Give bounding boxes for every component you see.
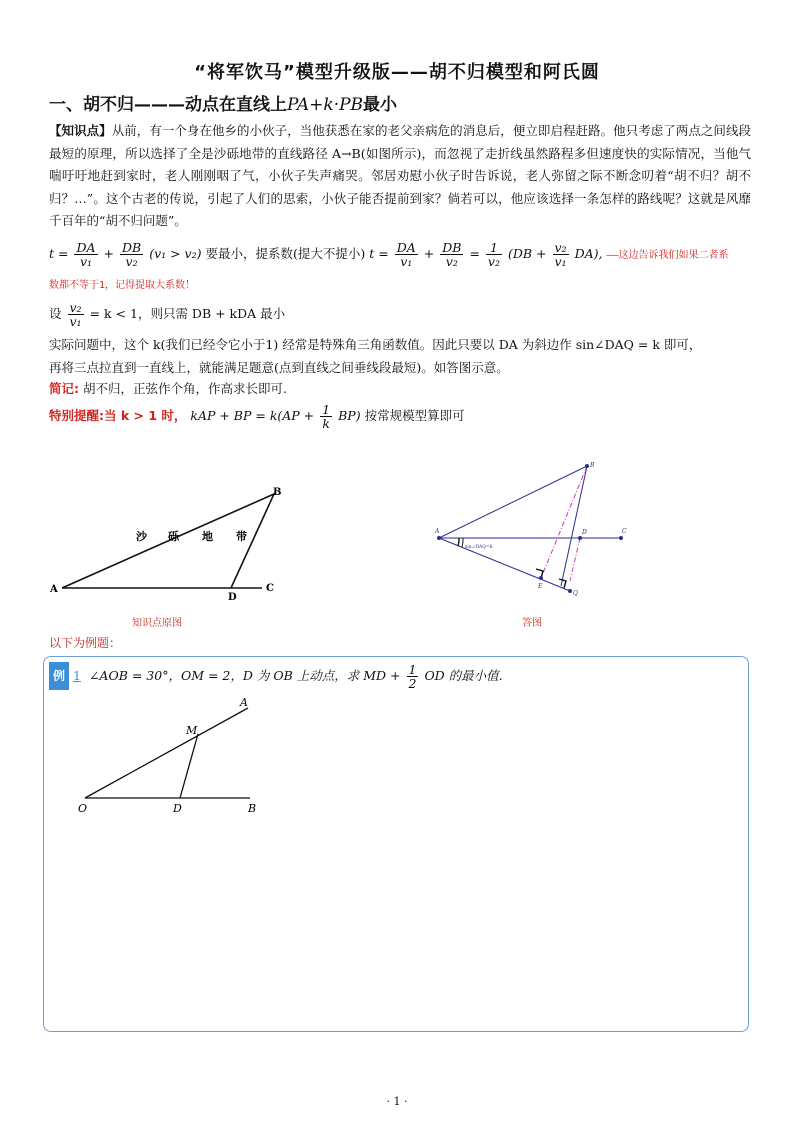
formula-note-1: ——这边告诉我们如果二者系	[606, 250, 729, 261]
frac-den: v₁	[554, 254, 567, 269]
formula-plus: +	[103, 246, 114, 261]
practical-line-1: 实际问题中，这个 k(我们已经令它小于1) 经常是特殊角三角函数值。因此只要以 DA 为斜边作 sin∠DAQ = k 即可，	[49, 337, 702, 352]
fraction-db-v2	[120, 241, 143, 268]
frac-num: v₂	[69, 300, 82, 315]
segment-bq	[561, 466, 587, 586]
examples-intro: 以下为例题：	[49, 636, 122, 650]
ex-label-o: O	[78, 802, 88, 815]
frac-den: v₁	[69, 314, 82, 329]
label-a: A	[50, 584, 58, 595]
memo-text: 胡不归，正弦作个角，作高求长即可.	[82, 381, 287, 396]
fraction-v2-v1-let	[68, 301, 84, 328]
frac-den: v₁	[79, 254, 93, 269]
frac-den: v₁	[400, 254, 413, 269]
knowledge-text: 从前，有一个身在他乡的小伙子，当他获悉在家的老父亲病危的消息后，便立即启程赶路。他只考虑了两点之间线段最短的原理，所以选择了全是沙砾地带的直线路径 A→B(如图所示)，而忽视了走折线虽然路程多但速度快的实际情况，当他气喘吁吁地赶到家时，老人刚刚咽了气，小伙子失声痛哭。邻居劝慰小伙子时告诉说，老人弥留之际不断念叨着“胡不归？胡不归？…”。这个古老的传说，引起了人们的思索，小伙子能否提前到家？倘若可以，他应该选择一条怎样的路线呢？这就是风靡千百年的“胡不归问题”。	[49, 123, 751, 228]
frac-num: DA	[76, 240, 96, 255]
ex-label-d: D	[173, 802, 182, 815]
section-heading-suffix: 最小	[363, 95, 398, 115]
example-text-post: OD 的最小值.	[424, 668, 503, 683]
caption-answer: 答图	[522, 618, 542, 629]
special-formula: kAP + BP = k(AP +	[190, 408, 315, 423]
angle-label: sin∠DAQ=k	[465, 545, 493, 550]
let-line	[49, 300, 751, 328]
knowledge-tag: 【知识点】	[49, 123, 112, 138]
section-heading	[49, 90, 397, 115]
practical-paragraph	[49, 334, 751, 379]
point-b	[585, 464, 589, 468]
frac-num: 1	[322, 402, 331, 417]
let-post: = k < 1，则只需 DB + kDA 最小	[89, 306, 286, 321]
fraction-db-v2-2	[440, 241, 463, 268]
fraction-da-v1-2	[395, 241, 418, 268]
angle-arc	[458, 538, 459, 546]
formula-plus-2: +	[423, 246, 435, 261]
frac-den: v₂	[445, 254, 458, 269]
fraction-1-v2	[486, 241, 502, 268]
label2-d: D	[582, 529, 587, 536]
label2-a: A	[435, 528, 440, 535]
frac-den: v₂	[487, 254, 500, 269]
formula-paren: (DB +	[507, 246, 547, 261]
special-formula-end: BP)	[338, 408, 361, 423]
frac-num: v₂	[554, 240, 567, 255]
ray-oa	[85, 708, 248, 798]
label-c: C	[266, 583, 274, 594]
sand-char-2: 砾	[168, 530, 179, 543]
example-text-pre: ∠AOB = 30°，OM = 2，D 为 OB 上动点，求 MD +	[88, 668, 401, 683]
example-label: 例	[49, 662, 69, 690]
section-heading-formula: PA+k·PB	[287, 95, 364, 115]
segment-ab	[439, 466, 587, 538]
label-b: B	[273, 487, 282, 498]
sand-char-1: 沙	[136, 530, 147, 543]
fraction-1-k	[320, 403, 332, 430]
page-number: · 1 ·	[386, 1095, 408, 1108]
frac-num: DA	[396, 240, 416, 255]
knowledge-paragraph	[49, 120, 751, 233]
formula-eq: =	[469, 246, 480, 261]
formula-condition: (v₁ > v₂)	[149, 246, 202, 261]
ex-label-m: M	[186, 724, 198, 737]
segment-dq	[570, 538, 580, 581]
ex-label-a: A	[240, 696, 248, 709]
point-e	[539, 576, 543, 580]
frac-num: 1	[408, 662, 417, 677]
frac-num: DB	[442, 240, 462, 255]
frac-den: 2	[408, 676, 417, 691]
figure-original	[40, 478, 300, 608]
frac-den: v₂	[125, 254, 138, 269]
frac-den: k	[322, 416, 330, 431]
label2-b: B	[590, 462, 595, 469]
caption-original: 知识点原图	[132, 618, 182, 629]
frac-num: DB	[121, 240, 142, 255]
example-1-figure	[70, 694, 270, 824]
point-d	[578, 536, 582, 540]
special-text: 按常规模型算即可	[364, 408, 465, 423]
label2-q: Q	[573, 590, 578, 597]
formula-note-2: 数都不等于1，记得提取大系数！	[49, 280, 196, 291]
ex-label-b: B	[248, 802, 257, 815]
frac-num: 1	[486, 241, 502, 255]
figure-answer	[425, 458, 635, 598]
formula-line	[49, 240, 751, 270]
special-tag: 特别提醒:当 k > 1 时，	[49, 408, 187, 423]
perpendicular-be	[541, 466, 587, 578]
let-pre: 设	[49, 306, 62, 321]
sand-char-3: 地	[202, 530, 213, 543]
label2-c: C	[622, 528, 627, 535]
section-heading-prefix: 一、胡不归———动点在直线上	[49, 95, 287, 115]
point-c	[619, 536, 623, 540]
memo-tag: 简记:	[49, 381, 79, 396]
point-q	[568, 589, 572, 593]
point-a	[437, 536, 441, 540]
formula-t1: t =	[49, 246, 69, 261]
formula-t2: t =	[369, 246, 389, 261]
memo-line	[49, 378, 751, 401]
label2-e: E	[538, 583, 543, 590]
fraction-1-2	[407, 663, 419, 690]
fraction-da-v1	[74, 241, 97, 268]
label-d: D	[228, 592, 237, 603]
example-1-question	[49, 662, 503, 690]
formula-paren-end: DA),	[574, 246, 603, 261]
practical-line-2: 再将三点拉直到一直线上，就能满足题意(点到直线之间垂线段最短)。如答图示意。	[49, 359, 509, 375]
example-number: 1	[73, 668, 81, 683]
angle-arc-2	[462, 538, 463, 547]
document-title: “将军饮马”模型升级版——胡不归模型和阿氏圆	[194, 62, 600, 83]
formula-mid-text: 要最小，提系数(提大不提小)	[205, 246, 366, 261]
sand-char-4: 带	[236, 530, 247, 543]
special-line	[49, 402, 751, 430]
fraction-v2-v1	[553, 241, 569, 268]
